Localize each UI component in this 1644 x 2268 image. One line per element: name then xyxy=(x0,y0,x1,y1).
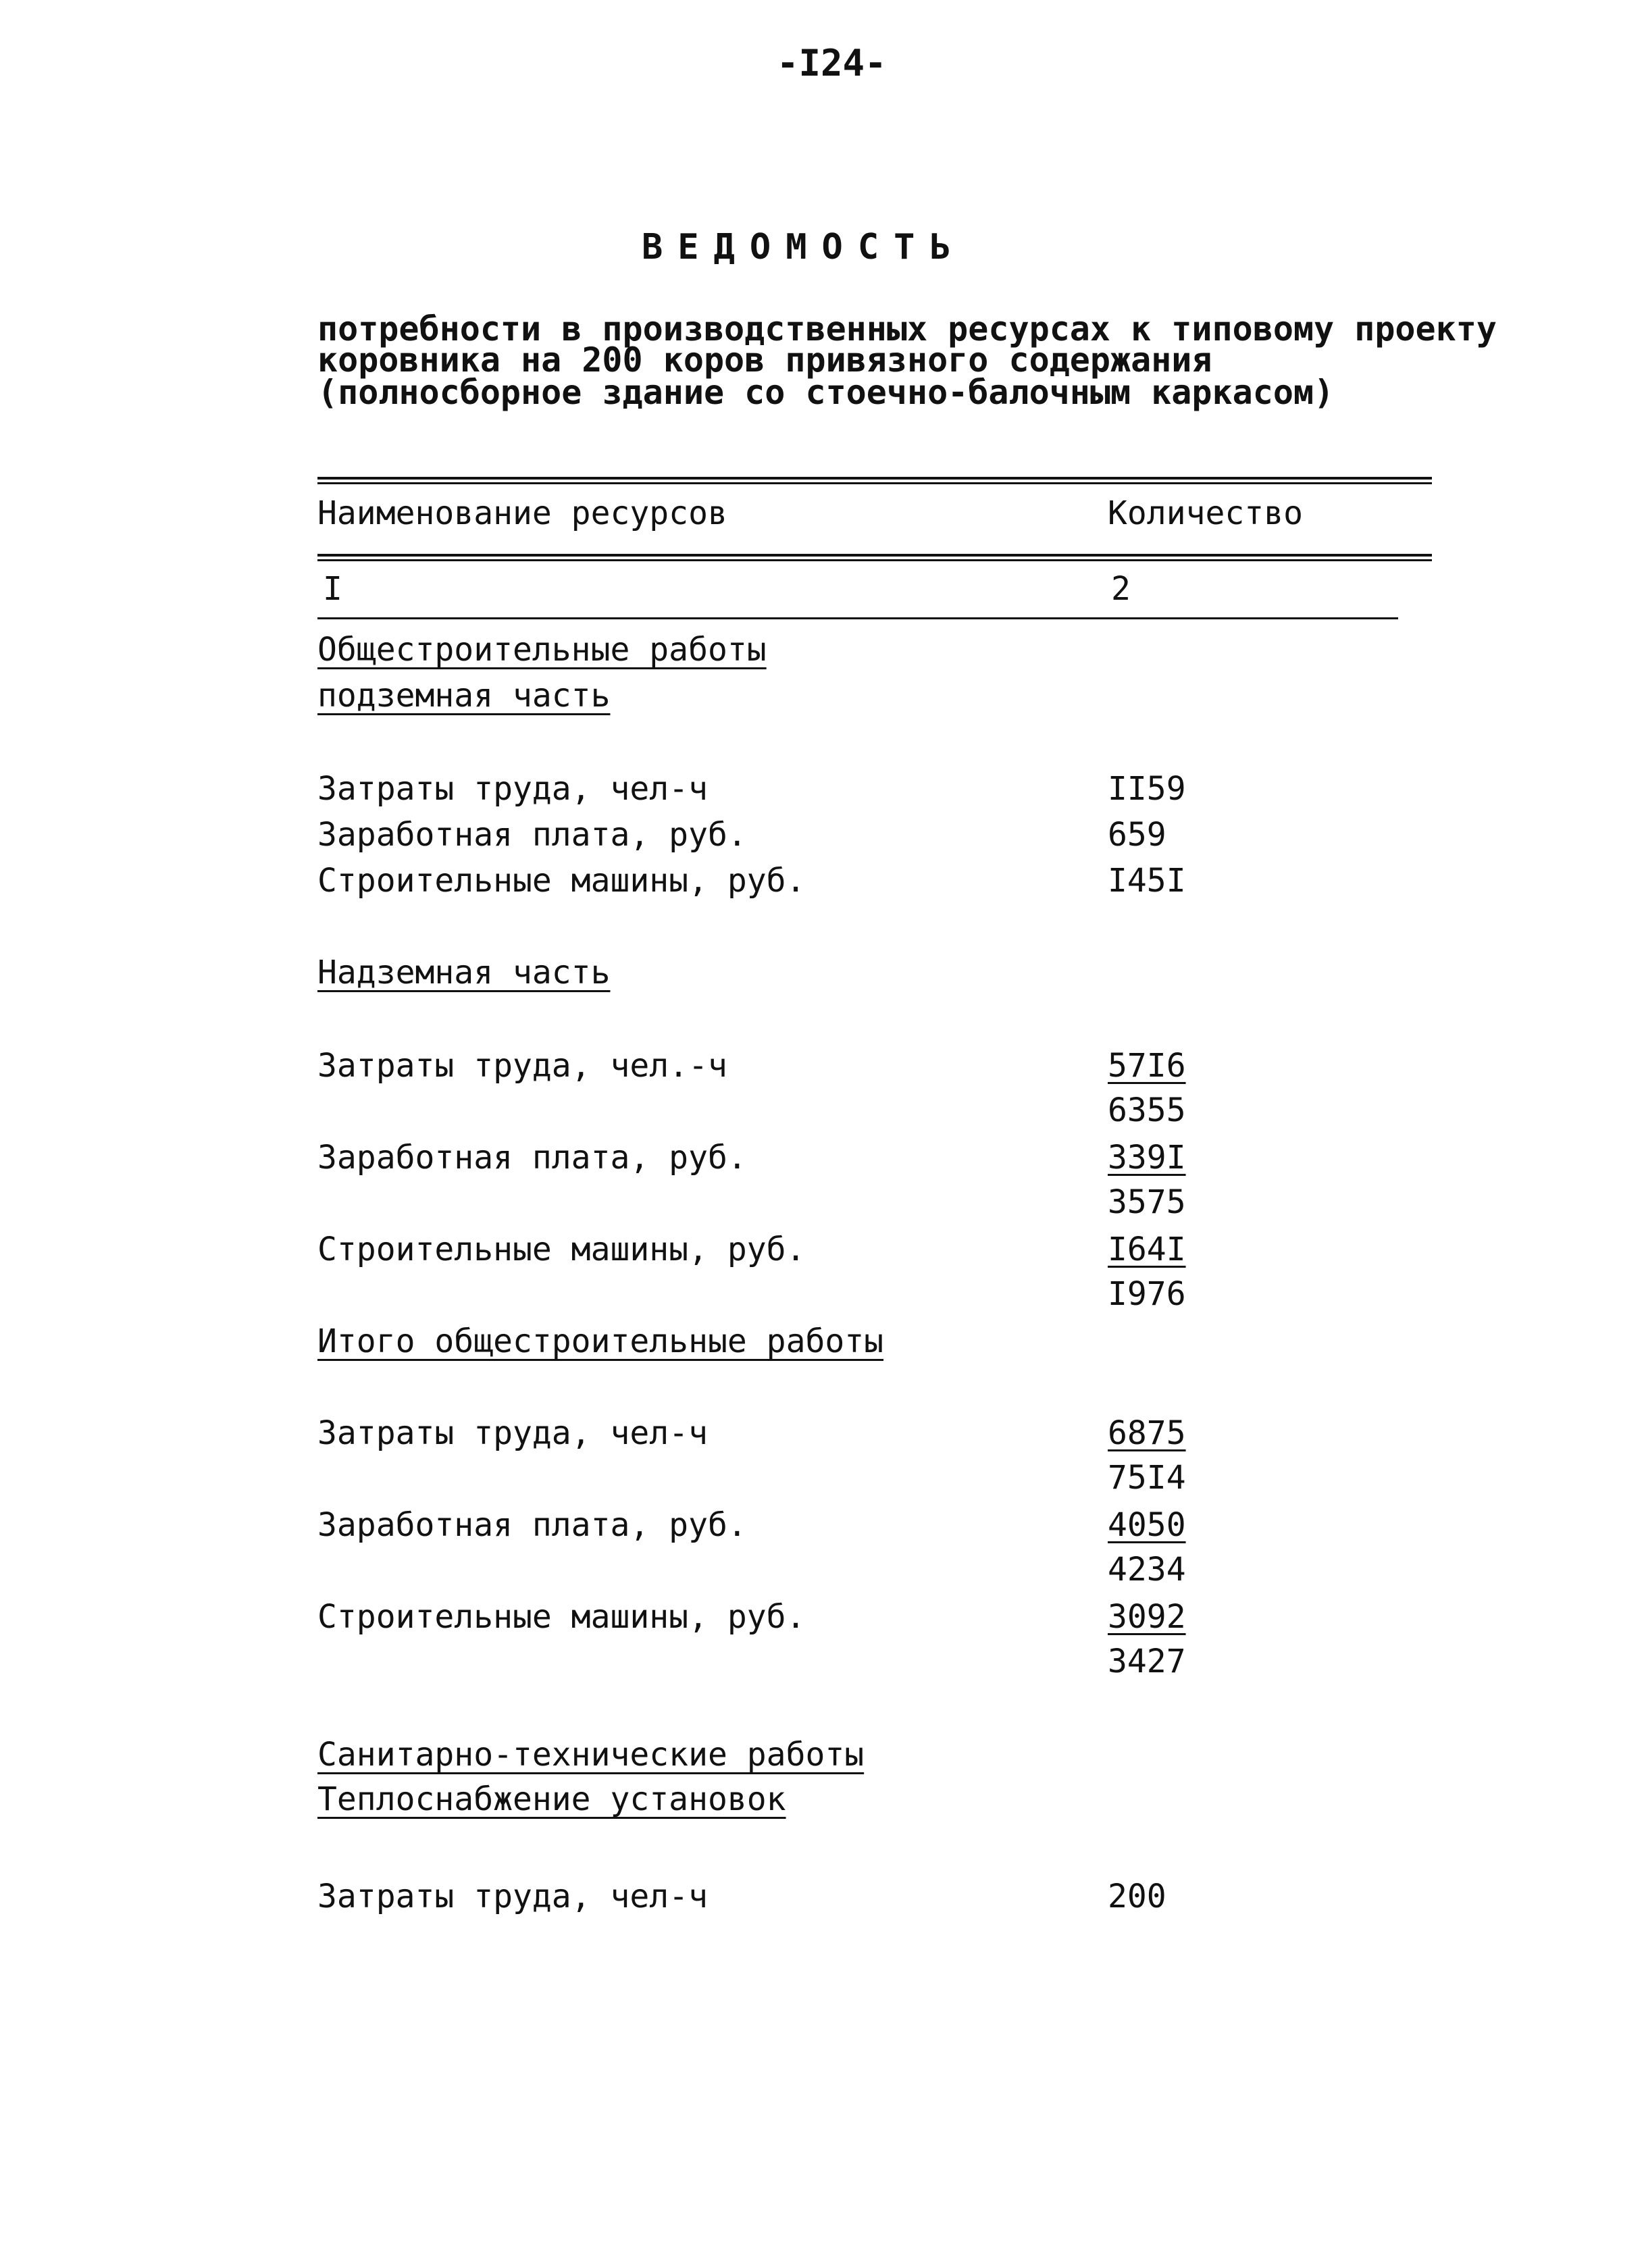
resource-value-numerator: 4050 xyxy=(1108,1506,1186,1544)
section-heading: Общестроительные работы xyxy=(317,631,767,669)
table-top-rule xyxy=(317,477,1432,480)
section-heading: Теплоснабжение установок xyxy=(317,1780,786,1818)
section-heading: Итого общестроительные работы xyxy=(317,1322,884,1360)
column-header-resource-name: Наименование ресурсов xyxy=(317,494,727,532)
resource-value-denominator: 75I4 xyxy=(1108,1459,1186,1497)
resource-value: 659 xyxy=(1108,816,1166,854)
resource-value-numerator: I64I xyxy=(1108,1231,1186,1268)
subtitle-line: потребности в производственных ресурсах к типовому проекту xyxy=(317,309,1497,349)
resource-value-denominator: 3575 xyxy=(1108,1183,1186,1221)
section-heading: Санитарно-технические работы xyxy=(317,1736,865,1774)
column-number-rule xyxy=(317,617,1398,619)
resource-label: Заработная плата, руб. xyxy=(317,816,747,854)
resource-label: Заработная плата, руб. xyxy=(317,1139,747,1177)
resource-value-numerator: 3092 xyxy=(1108,1598,1186,1636)
section-heading: Надземная часть xyxy=(317,954,611,991)
page-number: -I24- xyxy=(777,42,887,84)
resource-value-denominator: 4234 xyxy=(1108,1551,1186,1589)
header-bottom-rule xyxy=(317,554,1432,557)
subtitle-line: коровника на 200 коров привязного содержания xyxy=(317,340,1212,380)
resource-value-denominator: I976 xyxy=(1108,1275,1186,1313)
resource-value-denominator: 3427 xyxy=(1108,1643,1186,1680)
resource-value-numerator: 57I6 xyxy=(1108,1047,1186,1085)
resource-label: Заработная плата, руб. xyxy=(317,1506,747,1544)
table-top-rule-double xyxy=(317,482,1432,484)
resource-label: Строительные машины, руб. xyxy=(317,1598,806,1636)
section-heading: подземная часть xyxy=(317,677,611,715)
resource-label: Строительные машины, руб. xyxy=(317,1231,806,1268)
resource-value-denominator: 6355 xyxy=(1108,1091,1186,1129)
column-number-2: 2 xyxy=(1111,570,1131,608)
resource-value: 200 xyxy=(1108,1878,1166,1915)
column-header-quantity: Количество xyxy=(1108,494,1303,532)
resource-value-numerator: 339I xyxy=(1108,1139,1186,1177)
subtitle-line: (полносборное здание со стоечно-балочным каркасом) xyxy=(317,373,1335,412)
resource-value-numerator: 6875 xyxy=(1108,1414,1186,1452)
resource-label: Затраты труда, чел-ч xyxy=(317,1414,708,1452)
header-bottom-rule-double xyxy=(317,559,1432,561)
resource-label: Строительные машины, руб. xyxy=(317,862,806,900)
resource-label: Затраты труда, чел.-ч xyxy=(317,1047,727,1085)
resource-value: I45I xyxy=(1108,862,1186,900)
resource-value: II59 xyxy=(1108,770,1186,808)
resource-label: Затраты труда, чел-ч xyxy=(317,770,708,808)
resource-label: Затраты труда, чел-ч xyxy=(317,1878,708,1915)
document-title: ВЕДОМОСТЬ xyxy=(642,227,966,267)
column-number-1: I xyxy=(323,570,342,608)
